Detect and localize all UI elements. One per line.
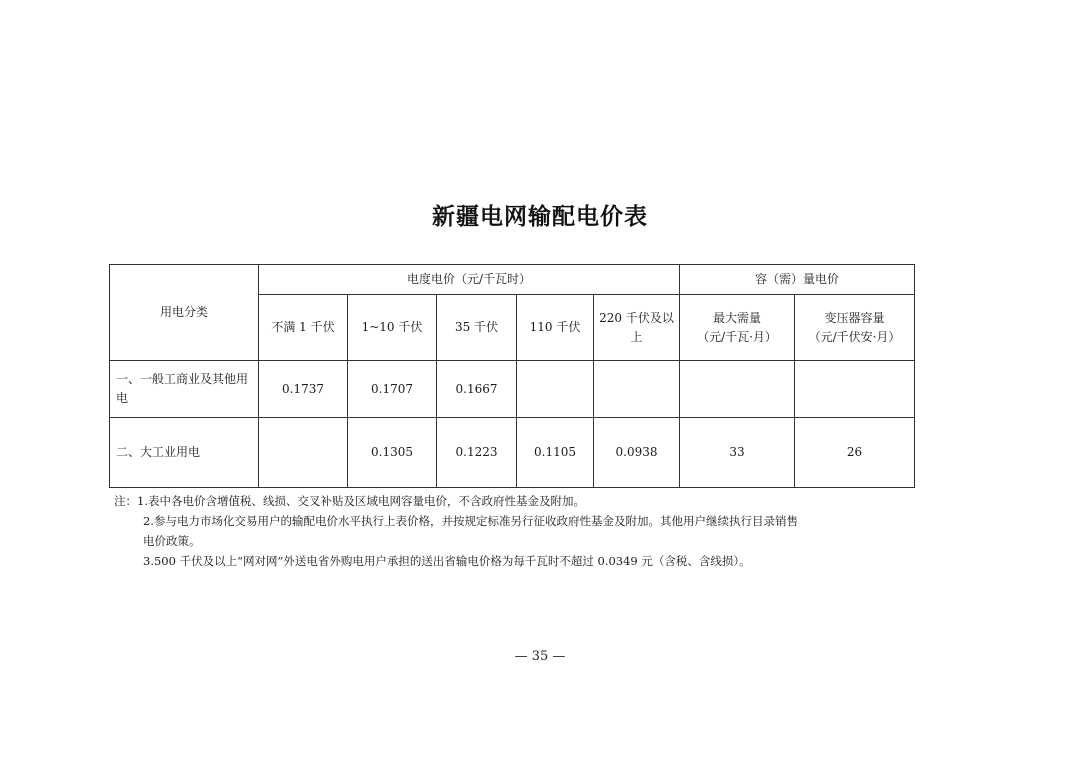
- row-category: 二、大工业用电: [110, 418, 259, 488]
- max-demand-header: [680, 295, 795, 361]
- note-2: 2.参与电力市场化交易用户的输配电价水平执行上表价格，并按规定标准另行征收政府性基金及附加。其他用户继续执行目录销售: [143, 514, 798, 528]
- max-demand-unit: （元/千瓦·月）: [697, 329, 777, 344]
- note-1: 注：1.表中各电价含增值税、线损、交叉补贴及区域电网容量电价，不含政府性基金及附加。: [114, 494, 585, 508]
- voltage-level-header: 不满 1 千伏: [259, 295, 348, 361]
- table-row: [110, 418, 915, 488]
- transformer-capacity-cell: [795, 361, 915, 418]
- category-header: 用电分类: [110, 265, 259, 361]
- voltage-level-header: 110 千伏: [517, 295, 594, 361]
- price-cell: 0.1305: [348, 418, 437, 488]
- document-title: 新疆电网输配电价表: [432, 204, 648, 230]
- max-demand-cell: [680, 361, 795, 418]
- voltage-level-header: 220 千伏及以上: [594, 295, 680, 361]
- price-cell: [594, 361, 680, 418]
- table-row: [110, 361, 915, 418]
- price-cell: 0.0938: [594, 418, 680, 488]
- price-cell: 0.1105: [517, 418, 594, 488]
- note-2-continued: 电价政策。: [143, 534, 201, 548]
- price-cell: 0.1707: [348, 361, 437, 418]
- max-demand-label: 最大需量: [712, 310, 761, 325]
- price-cell: 0.1667: [437, 361, 517, 418]
- table-header-row: [110, 265, 915, 295]
- table-notes: [114, 491, 914, 571]
- price-cell: [259, 418, 348, 488]
- price-cell: 0.1737: [259, 361, 348, 418]
- voltage-level-header: 35 千伏: [437, 295, 517, 361]
- transformer-capacity-header: [795, 295, 915, 361]
- tariff-table: [109, 264, 915, 488]
- row-category: 一、一般工商业及其他用电: [110, 361, 259, 418]
- page-number: — 35 —: [514, 649, 566, 664]
- capacity-price-header: 容（需）量电价: [680, 265, 915, 295]
- note-3: 3.500 千伏及以上“网对网”外送电省外购电用户承担的送出省输电价格为每千瓦时不超过 0.0349 元（含税、含线损）。: [143, 554, 751, 568]
- transformer-capacity-unit: （元/千伏安·月）: [808, 329, 901, 344]
- price-cell: [517, 361, 594, 418]
- price-cell: 0.1223: [437, 418, 517, 488]
- transformer-capacity-cell: 26: [795, 418, 915, 488]
- energy-price-header: 电度电价（元/千瓦时）: [259, 265, 680, 295]
- voltage-level-header: 1~10 千伏: [348, 295, 437, 361]
- max-demand-cell: 33: [680, 418, 795, 488]
- transformer-capacity-label: 变压器容量: [824, 310, 885, 325]
- notes-prefix: 注：: [114, 494, 137, 508]
